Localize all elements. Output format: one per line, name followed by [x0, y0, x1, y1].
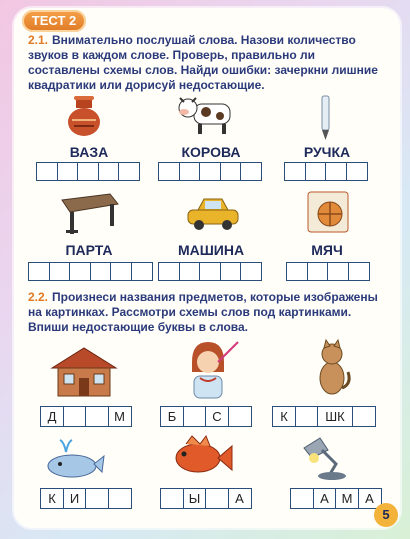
- house-picture: [48, 346, 120, 398]
- word-parta: ПАРТА: [65, 242, 113, 258]
- ball-picture: [306, 190, 350, 234]
- scheme-bus: Б С: [160, 406, 250, 427]
- scheme-lampa: А М А: [290, 488, 380, 509]
- page-number: 5: [374, 503, 398, 527]
- pen-picture: [316, 94, 336, 142]
- task-2-1-instructions: [28, 33, 378, 93]
- scheme-ryba: Ы А: [160, 488, 250, 509]
- scheme-dom: Д М: [40, 406, 130, 427]
- task-2-1-number: 2.1.: [28, 33, 49, 47]
- word-myach: МЯЧ: [311, 242, 343, 258]
- scheme-mashina: [158, 262, 261, 281]
- word-mashina: МАШИНА: [177, 242, 245, 258]
- word-korova: КОРОВА: [181, 144, 241, 160]
- scheme-parta: [28, 262, 151, 281]
- girl-picture: [178, 338, 240, 400]
- cow-picture: [176, 92, 238, 138]
- scheme-kit: К И: [40, 488, 130, 509]
- car-picture: [184, 196, 242, 232]
- task-2-1-text: Внимательно послушай слова. Назови количество звуков в каждом слове. Проверь, правильно ли составлены схемы слов. Найди ошибки: зачеркни лишние квадратики или дорисуй недостающие.: [28, 33, 378, 92]
- scheme-korova: [158, 162, 261, 181]
- scheme-koshka: К ШК: [272, 406, 374, 427]
- task-2-2-number: 2.2.: [28, 290, 49, 304]
- vase-picture: [64, 94, 104, 138]
- whale-picture: [44, 436, 106, 480]
- cat-picture: [312, 338, 352, 398]
- scheme-vaza: [36, 162, 139, 181]
- test-badge: ТЕСТ 2: [22, 10, 86, 32]
- word-vaza: ВАЗА: [69, 144, 109, 160]
- scheme-myach: [286, 262, 368, 281]
- fish-picture: [166, 434, 234, 480]
- task-2-2-instructions: [28, 290, 378, 335]
- task-2-2-text: Произнеси названия предметов, которые изображены на картинках. Рассмотри схемы слов под картинками. Впиши недостающие буквы в слова.: [28, 290, 378, 334]
- school-desk-picture: [58, 190, 122, 240]
- lamp-picture: [300, 434, 350, 482]
- scheme-ruchka: [284, 162, 366, 181]
- word-ruchka: РУЧКА: [303, 144, 351, 160]
